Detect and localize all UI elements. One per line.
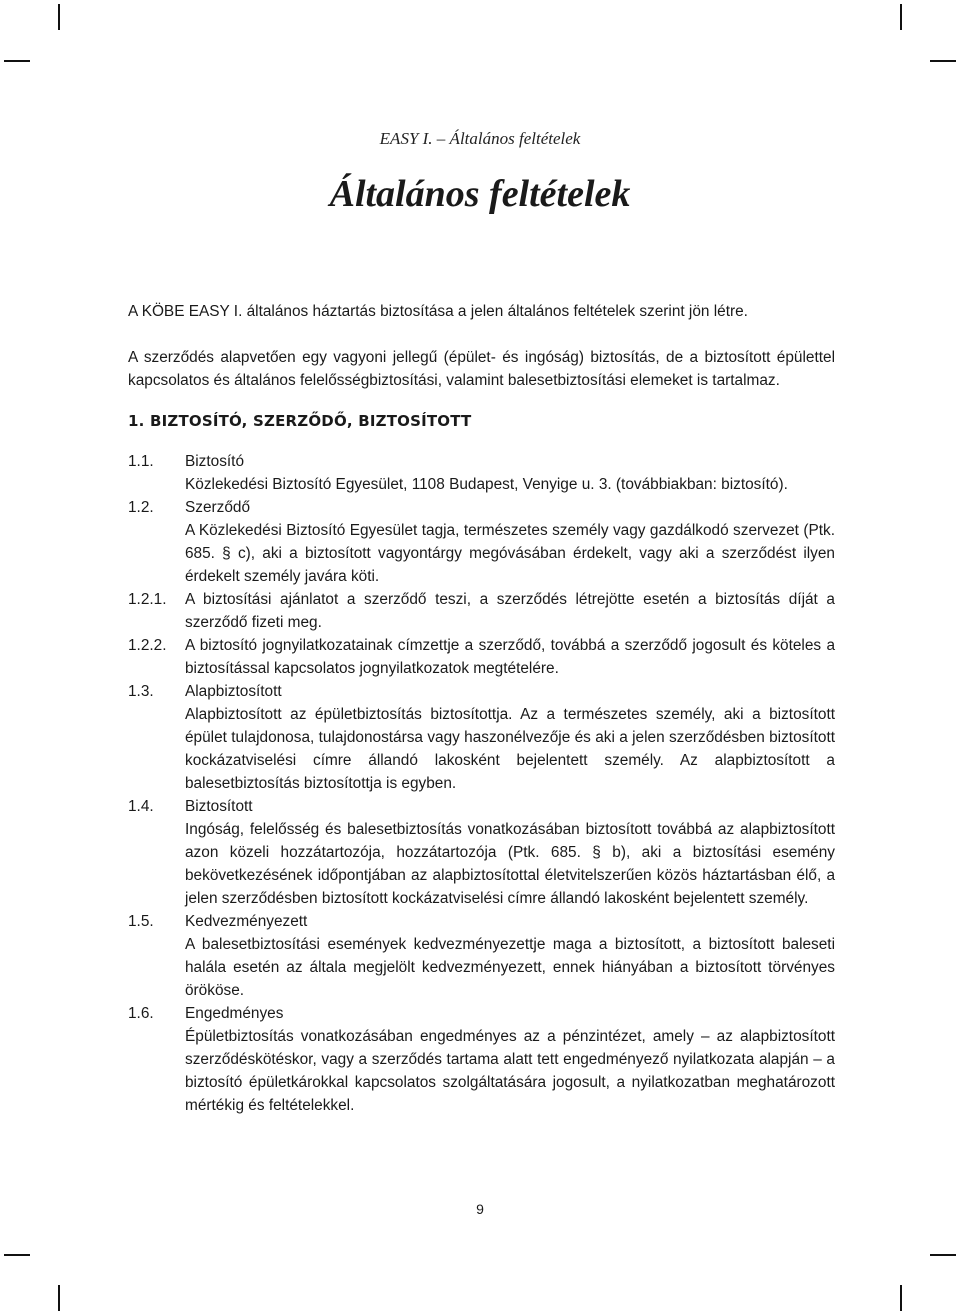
clause-number: 1.2.2. (128, 637, 167, 654)
clause-title: Alapbiztosított (185, 683, 282, 700)
running-head: EASY I. – Általános feltételek (379, 129, 581, 148)
clause-item (128, 795, 835, 910)
clause-title: Biztosító (185, 453, 245, 470)
clause-number: 1.1. (128, 453, 154, 470)
clause-text: A biztosítási ajánlatot a szerződő teszi, a szerződés létrejötte esetén a biztosítás díját a szerződő fizeti meg. (185, 591, 835, 631)
clause-text: A Közlekedési Biztosító Egyesület tagja, természetes személy vagy gazdálkodó szervezet (Ptk. 685. § c), aki a biztosított vagyontárgy megóvásában érdekelt, vagy aki a szerződést ilyen érdekelt személy javára köti. (185, 522, 835, 585)
page-title: Általános feltételek (329, 173, 631, 215)
clause-title: Engedményes (185, 1005, 284, 1022)
clause-text: Épületbiztosítás vonatkozásában engedményes az a pénzintézet, amely – az alapbiztosított szerződéskötéskor, vagy a szerződés tartama alatt tett engedményező nyilatkozata alapján – a biztosító épületkárokkal kapcsolatos szolgáltatására jogosult, a nyilatkozatban meghatározott mértékig és feltételekkel. (185, 1028, 835, 1114)
crop-mark (58, 1285, 60, 1311)
clause-item (128, 634, 835, 680)
clause-title: Szerződő (185, 499, 251, 516)
crop-mark (58, 4, 60, 30)
page-number: 9 (476, 1201, 484, 1217)
crop-mark (930, 60, 956, 62)
clause-item (128, 680, 835, 795)
crop-mark (930, 1254, 956, 1256)
clause-number: 1.4. (128, 798, 154, 815)
clause-item (128, 1002, 835, 1117)
intro-paragraph: A szerződés alapvetően egy vagyoni jellegű (épület- és ingóság) biztosítás, de a biztosított épülettel kapcsolatos és általános felelősségbiztosítási, valamint balesetbiztosítási elemeket is tartalmaz. (128, 349, 835, 389)
document-body (128, 300, 835, 1117)
clause-title: Kedvezményezett (185, 913, 308, 930)
clause-item (128, 450, 835, 496)
clause-text: Közlekedési Biztosító Egyesület, 1108 Budapest, Venyige u. 3. (továbbiakban: biztosító). (185, 476, 788, 493)
clause-number: 1.2. (128, 499, 154, 516)
clause-item (128, 496, 835, 588)
clause-text: Ingóság, felelősség és balesetbiztosítás vonatkozásában biztosított továbbá az alapbiztosított azon közeli hozzátartozója, hozzátartozója (Ptk. 685. § b), aki a biztosítási esemény bekövetkezésének időpontjában az alapbiztosítottal életvitelszerűen közös háztartásban élő, a jelen szerződésben biztosított kockázatviselési címre állandó lakosként bejelentett személy. (185, 821, 835, 907)
crop-mark (4, 60, 30, 62)
section-heading: 1. BIZTOSÍTÓ, SZERZŐDŐ, BIZTOSÍTOTT (128, 412, 472, 430)
clause-number: 1.2.1. (128, 591, 167, 608)
clause-number: 1.3. (128, 683, 154, 700)
intro-paragraph: A KÖBE EASY I. általános háztartás biztosítása a jelen általános feltételek szerint jön létre. (128, 303, 748, 320)
clause-title: Biztosított (185, 798, 253, 815)
clause-number: 1.5. (128, 913, 154, 930)
crop-mark (900, 4, 902, 30)
crop-mark (900, 1285, 902, 1311)
clause-item (128, 588, 835, 634)
clause-text: Alapbiztosított az épületbiztosítás biztosítottja. Az a természetes személy, aki a biztosított épület tulajdonosa, tulajdonostársa vagy haszonélvezője és aki a jelen szerződésben biztosított kockázatviselési címre állandó lakosként bejelentett személy. Az alapbiztosított a balesetbiztosítás biztosítottja is egyben. (185, 706, 835, 792)
clause-item (128, 910, 835, 1002)
clause-text: A balesetbiztosítási események kedvezményezettje maga a biztosított, a biztosított baleseti halála esetén az általa megjelölt kedvezményezett, ennek hiányában a biztosított törvényes örököse. (185, 936, 835, 999)
crop-mark (4, 1254, 30, 1256)
clause-number: 1.6. (128, 1005, 154, 1022)
clause-text: A biztosító jognyilatkozatainak címzettje a szerződő, továbbá a szerződő jogosult és köteles a biztosítással kapcsolatos jognyilatkozatok megtételére. (185, 637, 835, 677)
